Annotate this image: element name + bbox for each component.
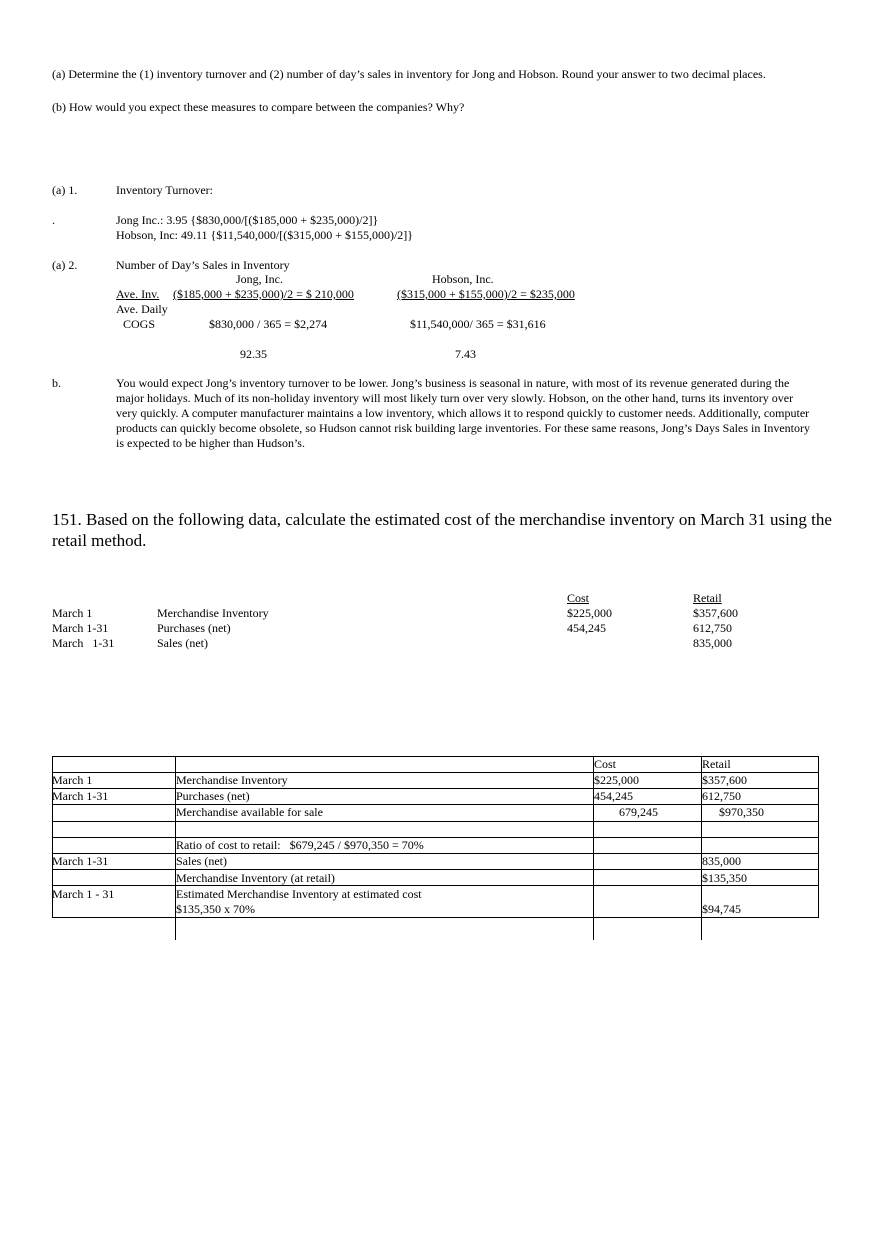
table-cell-date: March 1	[52, 773, 93, 787]
table-cell-desc: Estimated Merchandise Inventory at estimated cost	[176, 887, 422, 901]
ave-daily-label: Ave. Daily	[116, 302, 168, 316]
data-row-date: March 1-31	[52, 636, 115, 650]
answer-b-label: b.	[52, 376, 61, 390]
jong-header: Jong, Inc.	[236, 272, 283, 286]
problem-151-text: 151. Based on the following data, calculate the estimated cost of the merchandise inventory on March 31 using the retail method.	[52, 510, 832, 550]
table-cell-retail: $357,600	[702, 773, 747, 787]
inventory-turnover-title: Inventory Turnover:	[116, 183, 213, 197]
table-cell-cost: $225,000	[594, 773, 639, 787]
days-sales-title: Number of Day’s Sales in Inventory	[116, 258, 290, 272]
cogs-jong: $830,000 / 365 = $2,274	[209, 317, 328, 331]
data-row-retail: 612,750	[693, 621, 732, 635]
data-row-cost: 454,245	[567, 621, 606, 635]
table-cell-retail: $135,350	[702, 871, 747, 885]
data-retail-header: Retail	[693, 591, 722, 605]
table-cell-date: March 1-31	[52, 854, 109, 868]
data-row-desc: Merchandise Inventory	[157, 606, 269, 620]
answer-a2-label: (a) 2.	[52, 258, 78, 272]
data-row-date: March 1	[52, 606, 93, 620]
result-jong: 92.35	[240, 347, 267, 361]
ratio-text: Ratio of cost to retail: $679,245 / $970,350 = 70%	[176, 838, 424, 852]
table-cell-desc: Sales (net)	[176, 854, 227, 868]
answer-a1-label: (a) 1.	[52, 183, 78, 197]
table-cell-desc: Merchandise Inventory (at retail)	[176, 871, 335, 885]
table-cell-desc: Merchandise available for sale	[176, 805, 323, 819]
data-row-retail: $357,600	[693, 606, 738, 620]
ave-inv-label: Ave. Inv.	[116, 287, 160, 301]
table-retail-header: Retail	[702, 757, 731, 771]
table-cell-date: March 1 - 31	[52, 887, 115, 901]
table-cost-header: Cost	[594, 757, 617, 771]
ave-inv-jong: ($185,000 + $235,000)/2 = $ 210,000	[173, 287, 354, 301]
jong-turnover: Jong Inc.: 3.95 {$830,000/[($185,000 + $235,000)/2]}	[116, 213, 379, 227]
bullet-dot: .	[52, 213, 55, 227]
table-cell-retail: 835,000	[702, 854, 741, 868]
table-cell-retail: $970,350	[719, 805, 764, 819]
ave-inv-hobson: ($315,000 + $155,000)/2 = $235,000	[397, 287, 575, 301]
table-cell-date: March 1-31	[52, 789, 109, 803]
data-row-desc: Purchases (net)	[157, 621, 231, 635]
cogs-hobson: $11,540,000/ 365 = $31,616	[410, 317, 546, 331]
result-hobson: 7.43	[455, 347, 476, 361]
question-a: (a) Determine the (1) inventory turnover and (2) number of day’s sales in inventory for Jong and Hobson. Round your answer to two decimal places.	[52, 67, 766, 81]
table-cell-desc: Purchases (net)	[176, 789, 250, 803]
table-cell-desc: Merchandise Inventory	[176, 773, 288, 787]
data-row-cost: $225,000	[567, 606, 612, 620]
answer-b-text: You would expect Jong’s inventory turnover to be lower. Jong’s business is seasonal in nature, with most of its revenue generated during the major holidays. Much of its non-holiday inventory will most likely turn over very slowly. Hobson, on the other hand, turns its inventory over very quickly. A computer manufacturer maintains a low inventory, which allows it to respond quickly to customer needs. Additionally, computer products can quickly become obsolete, so Hudson cannot risk building large inventories. For these same reasons, Jong’s Days Sales in Inventory is expected to be higher than Hudson’s.	[116, 376, 810, 450]
table-cell-cost: 454,245	[594, 789, 633, 803]
data-row-desc: Sales (net)	[157, 636, 208, 650]
cogs-label: COGS	[123, 317, 156, 331]
table-cell-desc-2: $135,350 x 70%	[176, 902, 255, 916]
data-cost-header: Cost	[567, 591, 590, 605]
question-b: (b) How would you expect these measures to compare between the companies? Why?	[52, 100, 465, 114]
data-row-retail: 835,000	[693, 636, 732, 650]
table-cell-retail: 612,750	[702, 789, 741, 803]
hobson-header: Hobson, Inc.	[432, 272, 494, 286]
table-cell-retail: $94,745	[702, 902, 741, 916]
table-cell-cost: 679,245	[619, 805, 658, 819]
data-row-date: March 1-31	[52, 621, 109, 635]
hobson-turnover: Hobson, Inc: 49.11 {$11,540,000/[($315,000 + $155,000)/2]}	[116, 228, 414, 242]
